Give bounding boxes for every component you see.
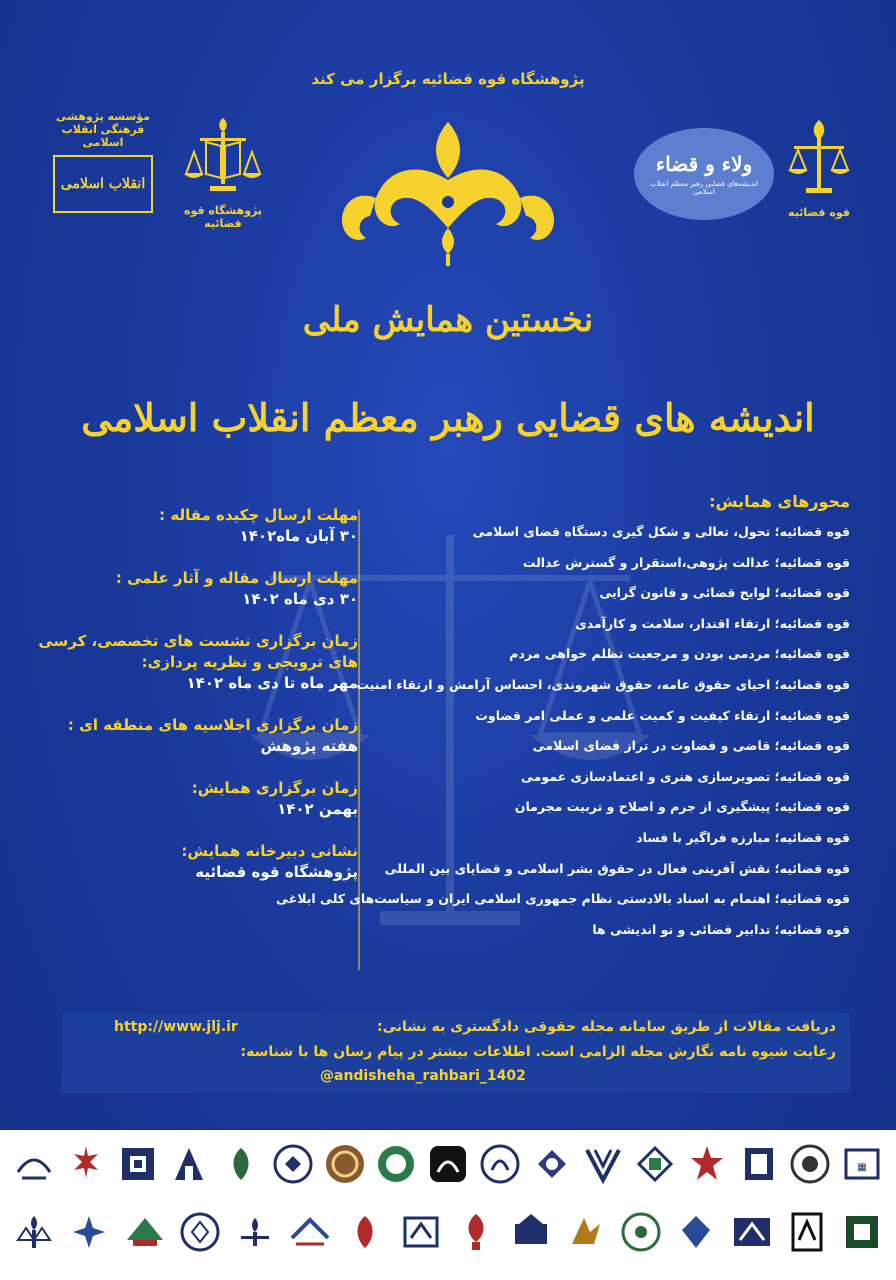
partner-logo-icon [476, 1138, 524, 1190]
axis-item: قوه قضائیه؛ مردمی بودن و مرجعیت تظلم خواهی مردم [509, 646, 850, 662]
partner-logo-icon [286, 1206, 334, 1258]
partner-logo-icon [176, 1206, 224, 1258]
partner-logo-icon [786, 1138, 834, 1190]
partner-logo-icon [728, 1206, 776, 1258]
deadline-label: مهلت ارسال چکیده مقاله : [159, 506, 358, 524]
partner-logo-icon [783, 1206, 831, 1258]
cultural-institute-box: انقلاب اسلامی [53, 155, 153, 213]
axis-item: قوه قضائیه؛ احیای حقوق عامه، حقوق شهروندی، احساس آرامش و ارتقاء امنیت [356, 676, 850, 692]
velaa-qazaa-subtitle: اندیشه‌های قضایی رهبر معظم انقلاب اسلامی [650, 180, 758, 196]
axis-item: قوه قضائیه؛ ارتقاء کیفیت و کمیت علمی و عملی امر قضاوت [475, 707, 850, 723]
partner-logos-row-2 [10, 1206, 886, 1258]
partner-logo-icon [269, 1138, 317, 1190]
deadlines-column [38, 505, 358, 904]
axis-item: قوه قضائیه؛ تحول، تعالی و شکل گیری دستگاه قضای اسلامی [472, 524, 850, 539]
axis-item: قوه قضائیه؛ اهتمام به اسناد بالادستی نظام جمهوری اسلامی ایران و سیاست‌های کلی ابلاغی [276, 891, 850, 907]
partner-logo-icon [631, 1138, 679, 1190]
deadline-value: ۳۰ آبان ماه۱۴۰۲ [239, 527, 358, 545]
partner-logo-icon [579, 1138, 627, 1190]
partner-logo-icon [10, 1138, 58, 1190]
partner-logo-icon [838, 1138, 886, 1190]
partner-logo-icon [121, 1206, 169, 1258]
axis-item: قوه قضائیه؛ مبارزه فراگیر با فساد [636, 829, 850, 845]
axis-item: قوه قضائیه؛ ارتقاء اقتدار، سلامت و کارآمدی [575, 615, 850, 631]
deadline-value: پژوهشگاه قوه قضائیه [195, 863, 358, 881]
axis-item: قوه قضائیه؛ تدابیر قضائی و نو اندیشی ها [592, 921, 850, 937]
deadline-label: زمان برگزاری همایش: [191, 779, 358, 797]
partner-logo-icon [507, 1206, 555, 1258]
research-institute-caption: پژوهشگاه قوه قضائیه [183, 204, 263, 230]
judiciary-logo [784, 112, 854, 232]
velaa-qazaa-logo [634, 128, 774, 220]
judiciary-logo-caption: قوه قضائیه [788, 206, 850, 219]
partner-logo-icon [617, 1206, 665, 1258]
axis-item: قوه قضائیه؛ لوایح قضائی و قانون گرایی [599, 585, 850, 601]
deadline-value: بهمن ۱۴۰۲ [277, 800, 358, 818]
axis-item: قوه قضائیه؛ نقش آفرینی فعال در حقوق بشر اسلامی و قضایای بین المللی [384, 860, 850, 876]
axis-item: قوه قضائیه؛ پیشگیری از جرم و اصلاح و تربیت مجرمان [514, 799, 850, 815]
partner-logos-strip [0, 1130, 896, 1280]
partner-logo-icon [165, 1138, 213, 1190]
partner-logo-icon [321, 1138, 369, 1190]
partner-logo-icon [10, 1206, 58, 1258]
deadline-item [38, 505, 358, 547]
deadline-item [38, 715, 358, 757]
deadline-item [38, 841, 358, 883]
partner-logo-icon [62, 1138, 110, 1190]
deadline-item [38, 568, 358, 610]
deadline-label: نشانی دبیرخانه همایش: [181, 842, 358, 860]
deadline-item [38, 631, 358, 694]
axis-item: قوه قضائیه؛ عدالت پژوهی،استقرار و گسترش عدالت [522, 554, 850, 570]
axis-item: قوه قضائیه؛ قاضی و قضاوت در تراز قضای اسلامی [532, 738, 850, 754]
ornament-icon [336, 120, 560, 270]
journal-url-link[interactable]: http://www.jlj.ir [114, 1019, 238, 1035]
deadline-label: مهلت ارسال مقاله و آثار علمی : [115, 569, 358, 587]
organizer-text: پژوهشگاه قوه قضائیه برگزار می کند [311, 70, 585, 88]
partner-logo-icon [397, 1206, 445, 1258]
deadline-value: ۳۰ دی ماه ۱۴۰۲ [242, 590, 358, 608]
partner-logo-icon [562, 1206, 610, 1258]
partner-logo-icon [114, 1138, 162, 1190]
cultural-institute-title: مؤسسه پژوهشی فرهنگی انقلاب اسلامی [56, 110, 150, 149]
axes-title: محورهای همایش: [709, 492, 850, 511]
guidelines-text: رعایت شیوه نامه نگارش مجله الزامی است. اطلاعات بیشتر در پیام رسان ها با شناسه: [240, 1044, 836, 1060]
partner-logo-icon [341, 1206, 389, 1258]
partner-logo-icon [683, 1138, 731, 1190]
svg-text:▦: ▦ [857, 1162, 867, 1173]
partner-logo-icon [672, 1206, 720, 1258]
partner-logo-icon [65, 1206, 113, 1258]
partner-logo-icon [735, 1138, 783, 1190]
partner-logo-icon [372, 1138, 420, 1190]
partner-logo-icon [838, 1206, 886, 1258]
book-scales-icon [178, 112, 268, 200]
partner-logo-icon [528, 1138, 576, 1190]
velaa-qazaa-title: ولاء و قضاء [655, 152, 753, 176]
deadline-label: زمان برگزاری نشست های تخصصی، کرسی های ترویجی و نظریه پردازی: [38, 632, 358, 671]
deadline-value: مهر ماه تا دی ماه ۱۴۰۲ [186, 674, 358, 692]
deadline-label: زمان برگزاری اجلاسیه های منطقه ای : [67, 716, 358, 734]
research-institute-logo [178, 112, 268, 232]
axis-item: قوه قضائیه؛ تصویرسازی هنری و اعتمادسازی عمومی [520, 768, 850, 784]
cultural-institute-logo [44, 110, 162, 235]
partner-logos-row-1 [10, 1138, 886, 1190]
partner-logo-icon [217, 1138, 265, 1190]
partner-logo-icon [424, 1138, 472, 1190]
title-line1: نخستین همایش ملی [302, 300, 594, 340]
deadline-value: هفته پژوهش [260, 737, 358, 755]
title-line2: اندیشه های قضایی رهبر معظم انقلاب اسلامی [81, 395, 815, 440]
submission-info-box [62, 1013, 850, 1093]
messenger-handle: @andisheha_rahbari_1402 [320, 1068, 526, 1084]
scales-icon [784, 112, 854, 202]
deadline-item [38, 778, 358, 820]
partner-logo-icon [452, 1206, 500, 1258]
partner-logo-icon [231, 1206, 279, 1258]
submission-text: دریافت مقالات از طریق سامانه مجله حقوقی دادگستری به نشانی: [376, 1019, 836, 1035]
